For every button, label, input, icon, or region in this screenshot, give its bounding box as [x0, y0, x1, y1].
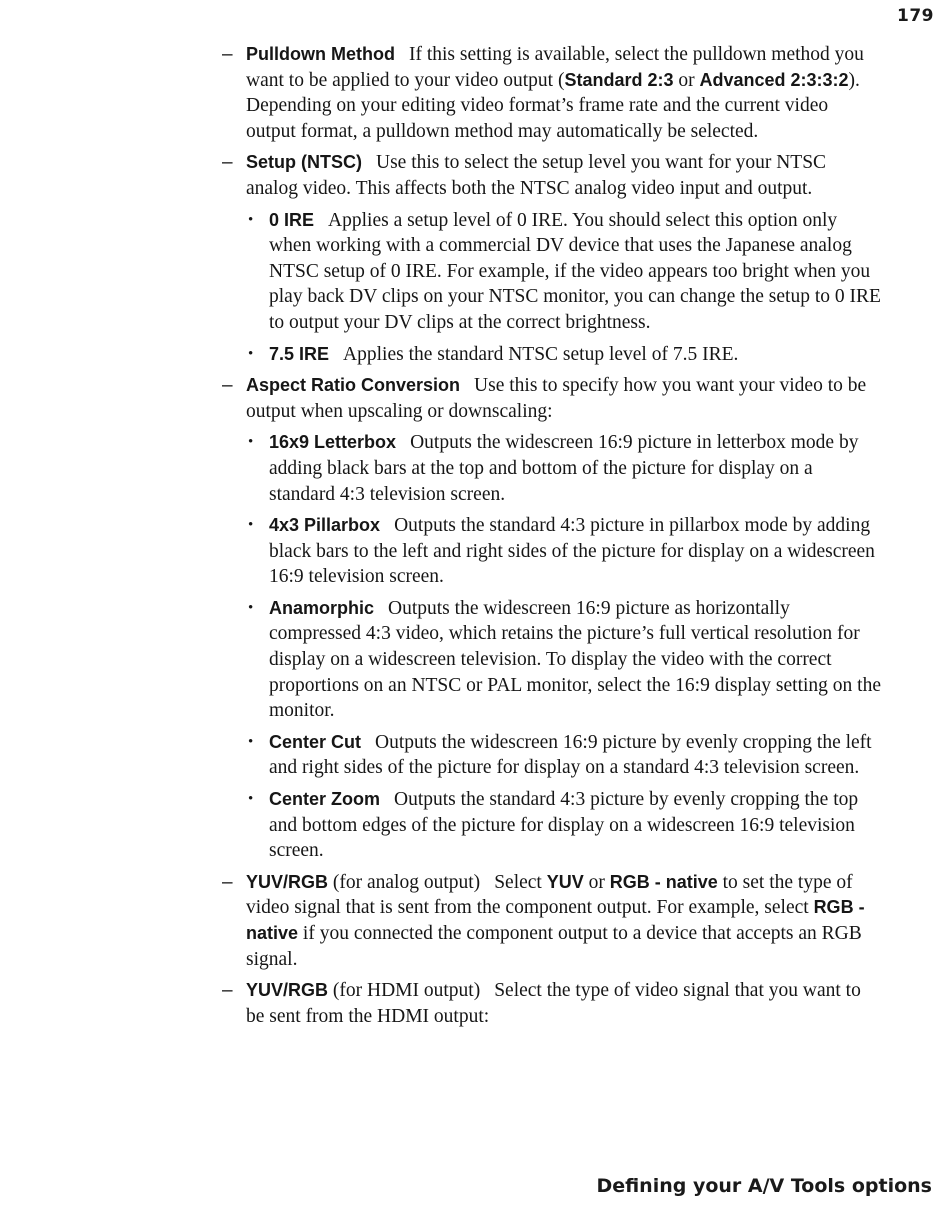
description-0-ire: Applies a setup level of 0 IRE. You should select this option only when working with a commercial DV device that uses the Japanese analog NTSC setup of 0 IRE. For example, if the video appears too bright when you play back DV clips on your NTSC monitor, you can change the setup to 0 IRE to output your DV clips at the correct brightness.	[269, 209, 881, 333]
entry-yuv-rgb-analog	[222, 870, 882, 972]
dash-marker: –	[222, 44, 233, 65]
page-body	[222, 42, 882, 1035]
list-item-4x3-pillarbox	[246, 513, 882, 590]
description-center-cut: Outputs the widescreen 16:9 picture by evenly cropping the left and right sides of the picture for display on a standard 4:3 television screen.	[269, 731, 872, 779]
option-rgb-native-example: RGB - native	[246, 897, 865, 943]
dash-marker: –	[222, 980, 233, 1002]
yuv-hdmi-description: Select the type of video signal that you want to be sent from the HDMI output:	[246, 980, 861, 1027]
description-16x9-letterbox: Outputs the widescreen 16:9 picture in letterbox mode by adding black bars at the top and bottom of the picture for display on a standard 4:3 television screen.	[269, 432, 859, 505]
option-advanced-2-3-3-2: Advanced 2:3:3:2	[699, 69, 849, 90]
entry-yuv-rgb-hdmi	[222, 978, 882, 1029]
bullet-marker: •	[248, 211, 254, 228]
description-4x3-pillarbox: Outputs the standard 4:3 picture in pillarbox mode by adding black bars to the left and right sides of the picture for display on a widescreen 16:9 television screen.	[269, 515, 875, 588]
list-item-center-cut	[246, 730, 882, 781]
bullet-marker: •	[248, 791, 254, 808]
term-4x3-pillarbox: 4x3 Pillarbox	[269, 515, 381, 536]
running-footer: Defining your A/V Tools options	[596, 1175, 932, 1197]
option-rgb-native: RGB - native	[609, 871, 718, 892]
bullet-marker: •	[248, 345, 254, 362]
list-item-0-ire	[246, 208, 882, 336]
term-aspect-ratio-conversion: Aspect Ratio Conversion	[246, 375, 461, 396]
option-yuv: YUV	[546, 871, 584, 892]
yuv-analog-text: Select	[494, 871, 547, 893]
yuv-analog-text-end: if you connected the component output to a device that accepts an RGB signal.	[246, 923, 862, 970]
term-setup-ntsc: Setup (NTSC)	[246, 152, 362, 173]
term-center-cut: Center Cut	[269, 731, 362, 752]
term-center-zoom: Center Zoom	[269, 789, 381, 810]
yuv-analog-text-or: or	[583, 871, 610, 893]
pulldown-text-or: or	[673, 69, 700, 91]
list-item-7-5-ire	[246, 342, 882, 368]
option-standard-2-3: Standard 2:3	[564, 69, 674, 90]
entry-pulldown-method	[222, 42, 882, 144]
entry-setup-ntsc	[222, 150, 882, 367]
term-anamorphic: Anamorphic	[269, 597, 375, 618]
bullet-marker: •	[248, 517, 254, 534]
term-7-5-ire: 7.5 IRE	[269, 343, 330, 364]
list-item-16x9-letterbox	[246, 430, 882, 507]
aspect-description: Use this to specify how you want your video to be output when upscaling or downscaling:	[246, 375, 867, 422]
term-pulldown-method: Pulldown Method	[246, 44, 395, 64]
term-yuv-rgb-analog: YUV/RGB	[246, 871, 329, 892]
description-center-zoom: Outputs the standard 4:3 picture by evenly cropping the top and bottom edges of the picture for display on a widescreen 16:9 television screen.	[269, 789, 859, 862]
yuv-analog-text-mid: to set the type of video signal that is sent from the component output. For example, select	[246, 871, 853, 919]
bullet-marker: •	[248, 733, 254, 750]
dash-marker: –	[222, 375, 233, 397]
dash-marker: –	[222, 152, 233, 174]
description-anamorphic: Outputs the widescreen 16:9 picture as horizontally compressed 4:3 video, which retains the picture’s full vertical resolution for display on a widescreen television. To display the video with the correct proportions on an NTSC or PAL monitor, select the 16:9 display setting on the monitor.	[269, 597, 881, 722]
list-item-anamorphic	[246, 596, 882, 724]
qualifier-hdmi-output: (for HDMI output)	[328, 980, 481, 1002]
term-0-ire: 0 IRE	[269, 209, 315, 230]
page-number: 179	[897, 6, 934, 26]
bullet-marker: •	[248, 599, 254, 616]
term-yuv-rgb-hdmi: YUV/RGB	[246, 980, 329, 1001]
setup-description: Use this to select the setup level you want for your NTSC analog video. This affects both the NTSC analog video input and output.	[246, 152, 827, 199]
entry-aspect-ratio-conversion	[222, 373, 882, 864]
description-7-5-ire: Applies the standard NTSC setup level of 7.5 IRE.	[343, 343, 739, 365]
dash-marker: –	[222, 871, 233, 893]
pulldown-text-end: ). Depending on your editing video format’s frame rate and the current video output format, a pulldown method may automatically be selected.	[246, 69, 860, 142]
qualifier-analog-output: (for analog output)	[328, 871, 481, 893]
bullet-marker: •	[248, 434, 254, 451]
term-16x9-letterbox: 16x9 Letterbox	[269, 432, 397, 453]
list-item-center-zoom	[246, 787, 882, 864]
pulldown-text: If this setting is available, select the pulldown method you want to be applied to your video output (	[246, 44, 864, 91]
